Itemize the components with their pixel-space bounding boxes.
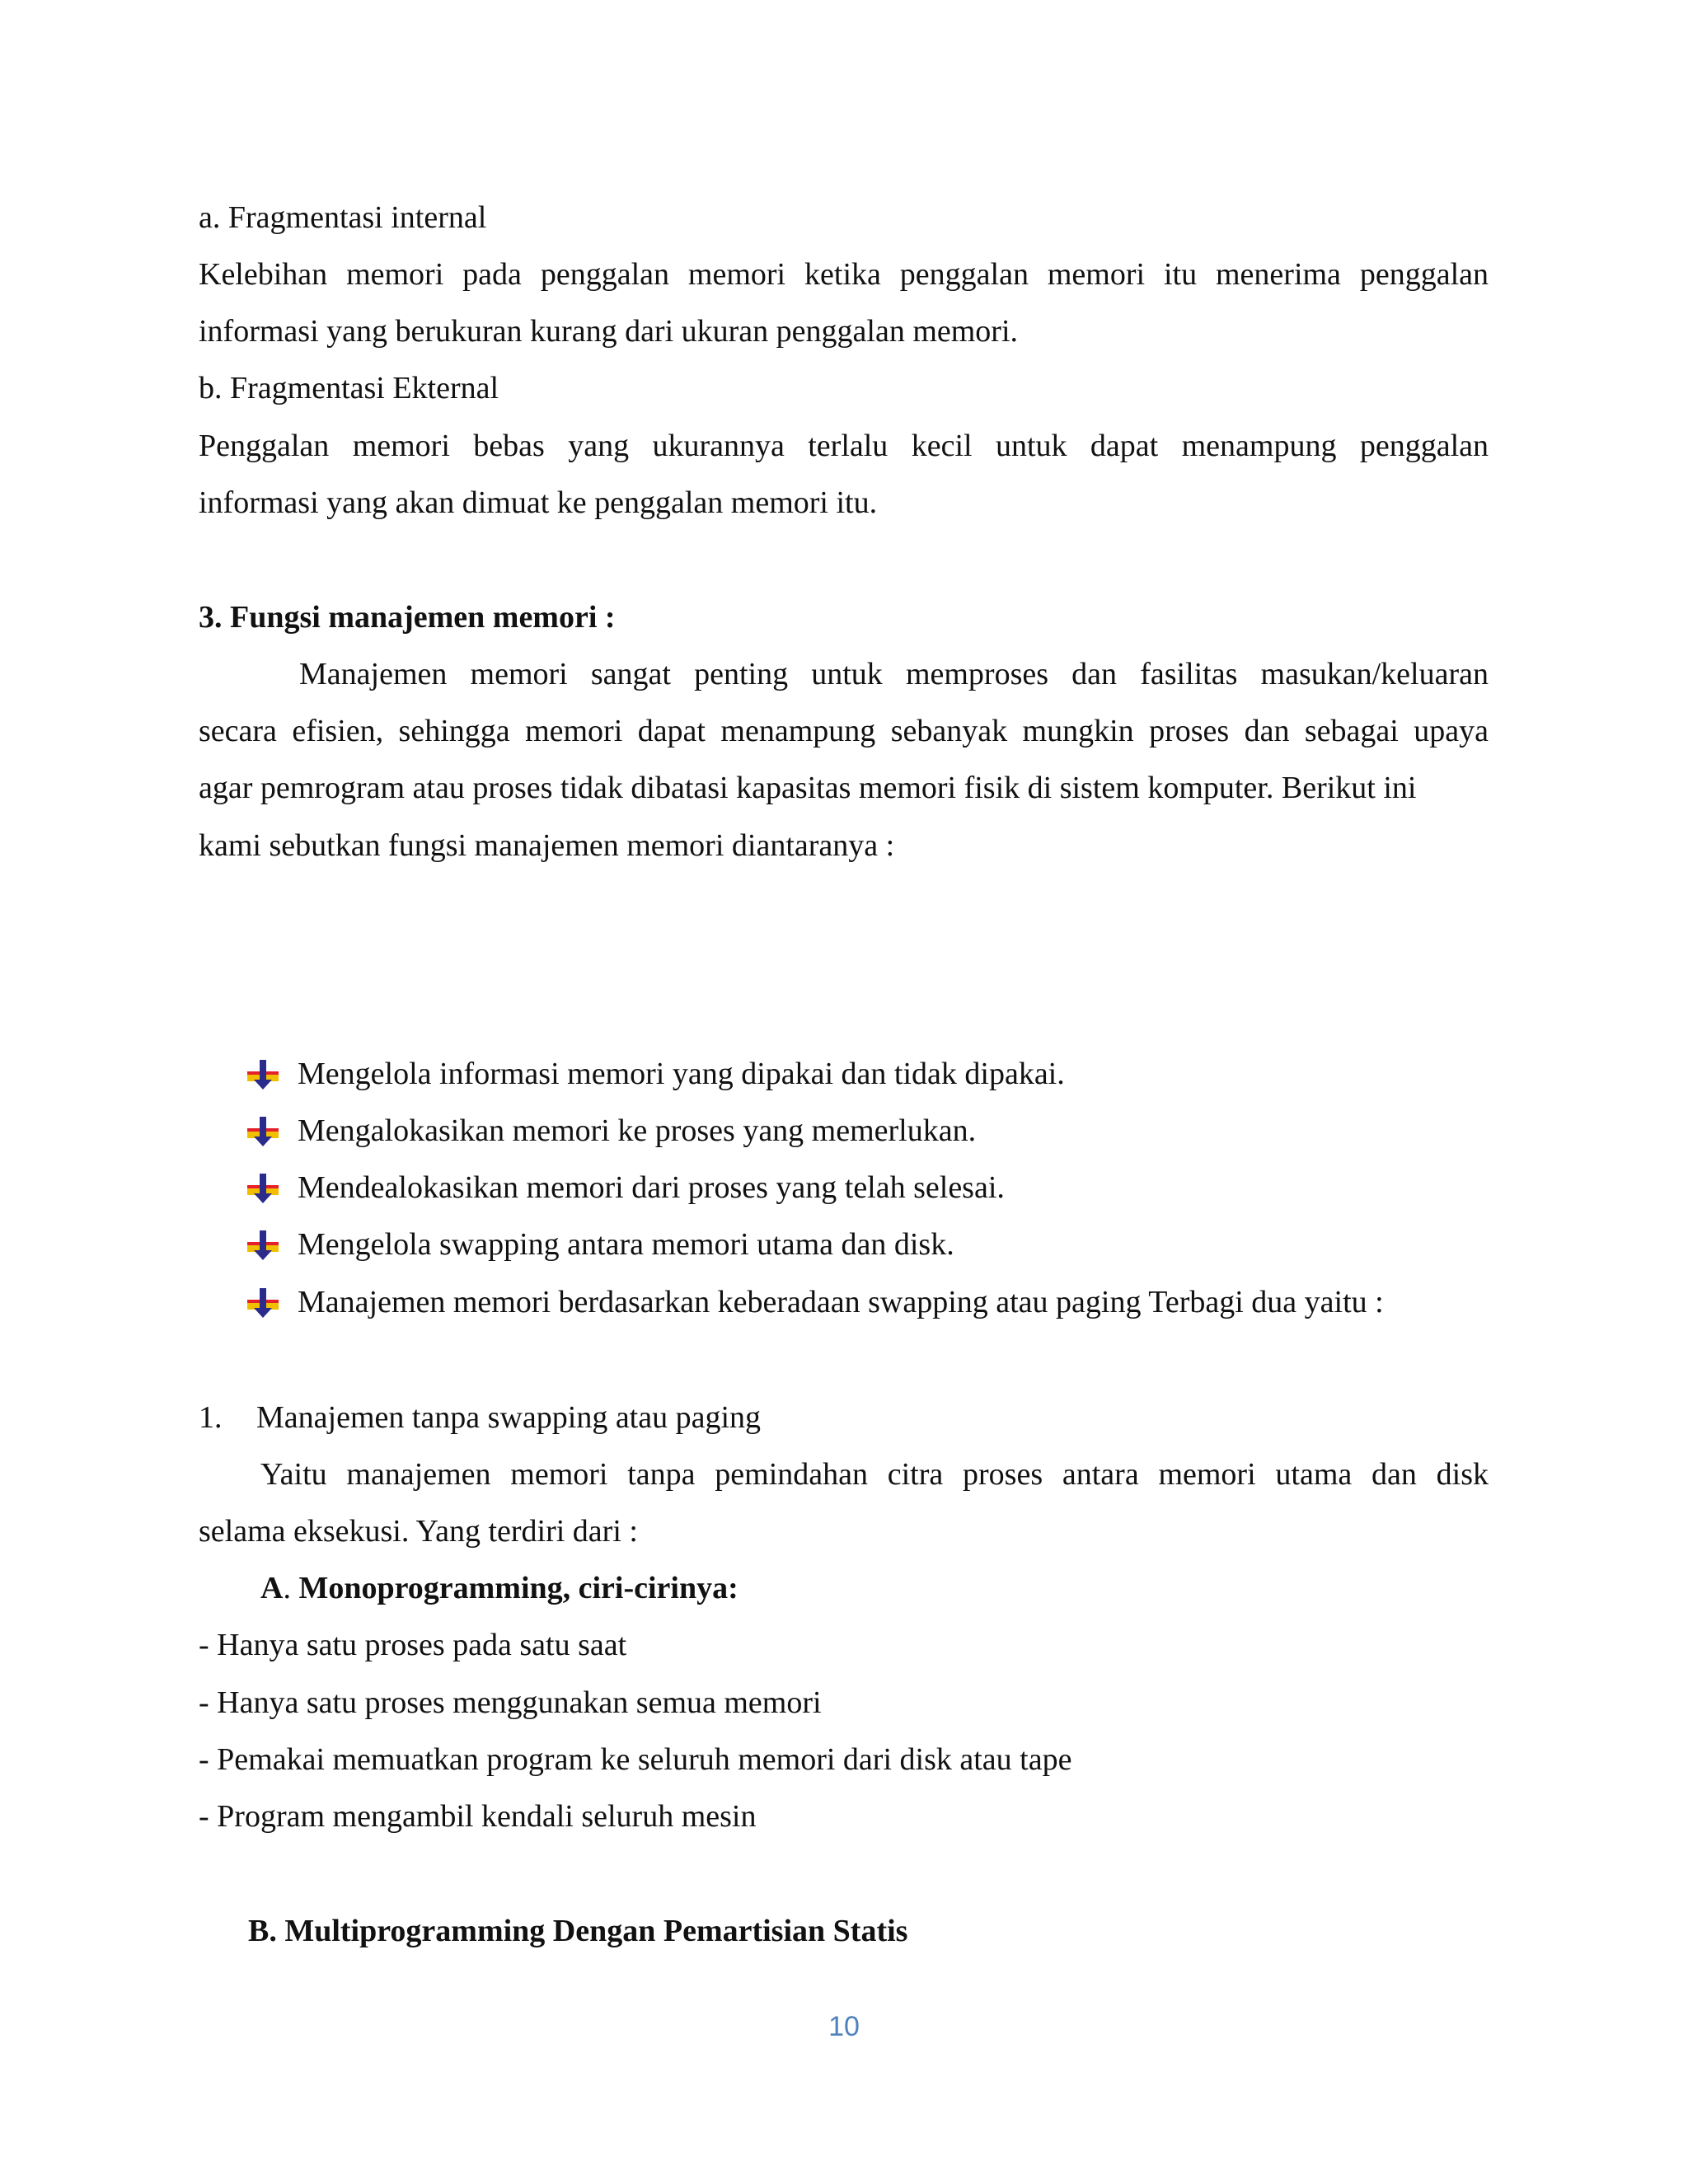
fungsi-heading: 3. Fungsi manajemen memori : [199, 600, 616, 635]
subheading-dot: . [283, 1571, 291, 1605]
fungsi-para-line-3: agar pemrogram atau proses tidak dibatasi kapasitas memori fisik di sistem komputer. Berikut ini [199, 771, 1417, 805]
tanpa-para-line-2: selama eksekusi. Yang terdiri dari : [199, 1514, 638, 1549]
subheading-letter: A [260, 1571, 284, 1605]
tanpa-para-line-1: Yaitu manajemen memori tanpa pemindahan citra proses antara memori utama dan disk [260, 1457, 1489, 1492]
mono-item: - Hanya satu proses pada satu saat [199, 1628, 627, 1662]
arrow-down-bullet-icon [247, 1174, 279, 1205]
arrow-down-bullet-icon [247, 1288, 279, 1319]
subheading-monoprogramming [260, 1569, 1250, 1607]
bullet-text: Mengalokasikan memori ke proses yang memerlukan. [298, 1113, 977, 1148]
mono-item: - Hanya satu proses menggunakan semua memori [199, 1685, 822, 1720]
subheading-title: Monoprogramming, ciri-cirinya: [298, 1571, 738, 1605]
bullet-text: Mengelola swapping antara memori utama dan disk. [298, 1227, 954, 1262]
frag-internal-title: a. Fragmentasi internal [199, 200, 487, 235]
section-number: 1. [199, 1400, 223, 1435]
bullet-text: Mendealokasikan memori dari proses yang telah selesai. [298, 1170, 1005, 1205]
subheading-multiprogramming: B. Multiprogramming Dengan Pemartisian Statis [248, 1914, 908, 1948]
frag-external-line-2: informasi yang akan dimuat ke penggalan memori itu. [199, 485, 878, 520]
fungsi-para-line-4: kami sebutkan fungsi manajemen memori diantaranya : [199, 828, 895, 863]
mono-item: - Program mengambil kendali seluruh mesin [199, 1799, 757, 1834]
frag-external-line-1: Penggalan memori bebas yang ukurannya terlalu kecil untuk dapat menampung penggalan [199, 429, 1489, 463]
arrow-down-bullet-icon [247, 1230, 279, 1262]
bullet-text: Mengelola informasi memori yang dipakai dan tidak dipakai. [298, 1057, 1065, 1091]
arrow-down-bullet-icon [247, 1117, 279, 1148]
mono-item: - Pemakai memuatkan program ke seluruh memori dari disk atau tape [199, 1742, 1072, 1777]
frag-internal-line-2: informasi yang berukuran kurang dari ukuran penggalan memori. [199, 314, 1019, 349]
page-number: 10 [828, 2011, 860, 2042]
frag-internal-line-1: Kelebihan memori pada penggalan memori ketika penggalan memori itu menerima penggalan [199, 257, 1489, 292]
bullet-text: Manajemen memori berdasarkan keberadaan swapping atau paging Terbagi dua yaitu : [298, 1285, 1384, 1319]
fungsi-para-line-2: secara efisien, sehingga memori dapat menampung sebanyak mungkin proses dan sebagai upaya [199, 714, 1489, 748]
fungsi-para-line-1: Manajemen memori sangat penting untuk memproses dan fasilitas masukan/keluaran [299, 657, 1489, 691]
section-title: Manajemen tanpa swapping atau paging [256, 1400, 762, 1435]
arrow-down-bullet-icon [247, 1060, 279, 1091]
frag-external-title: b. Fragmentasi Ekternal [199, 371, 499, 405]
